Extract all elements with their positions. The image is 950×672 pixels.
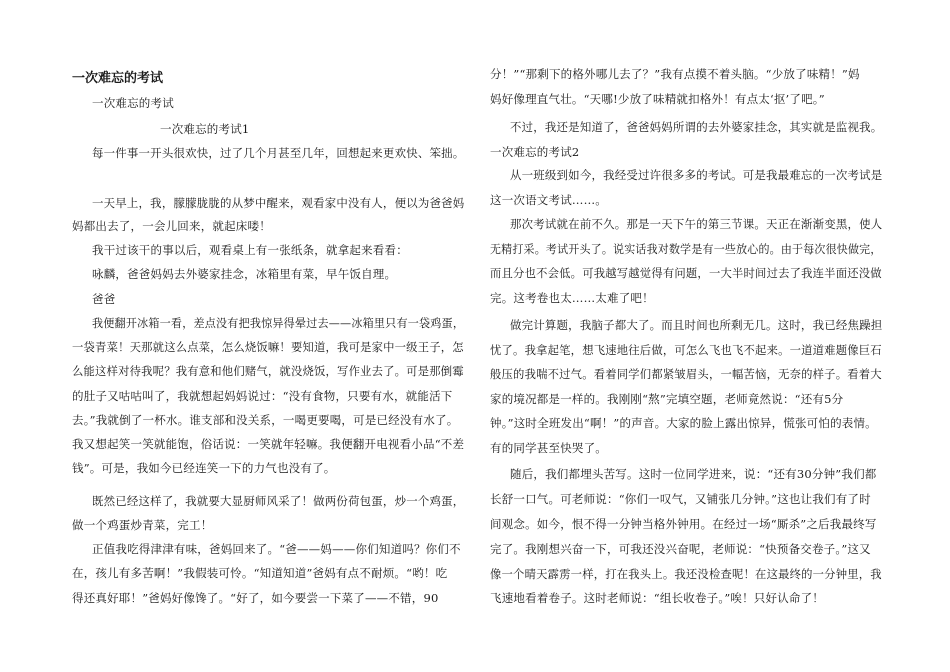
text-line: 在，孩儿有多苦啊！”我假装可怜。“知道知道”爸妈有点不耐烦。“哟！吃 [72,566,448,580]
text-line: 妈都出去了，一会儿回来，就起床喽！ [72,219,271,233]
text-line: 每一件事一开头很欢快，过了几个月甚至几年，回想起来更欢快、笨拙。 [92,146,465,160]
text-line: 去。”我就倒了一杯水。谁支部和没关系，一喝更要喝，可是已经没有水了。 [72,413,459,427]
text-line: 的肚子又咕咕叫了，我就想起妈妈说过：“没有食物，只要有水，就能活下 [72,389,453,403]
text-line: 得还真好耶！”爸妈好像馋了。“好了，如今要尝一下菜了——不错，90 [72,591,439,605]
text-line: 既然已经这样了，我就要大显厨师风采了！做两份荷包蛋，炒一个鸡蛋， [92,494,465,508]
text-line: 有的同学甚至快哭了。 [490,441,607,455]
text-line: 间观念。如今，恨不得一分钟当格外钟用。在经过一场“厮杀”之后我最终写 [490,517,877,531]
text-line: 像一个晴天霹雳一样，打在我头上。我还没检查呢！在这最终的一分钟里，我 [490,567,882,581]
text-line: 我干过该干的事以后，观看桌上有一张纸条，就拿起来看看： [92,243,408,257]
heading-line: 一次难忘的考试 [92,96,174,110]
text-line: 长舒一口气。可老师说：“你们一叹气，又铺张几分钟。”这也让我们有了时 [490,492,871,506]
text-line: 从一班级到如今，我经受过许很多多的考试。可是我最难忘的一次考试是 [510,168,883,182]
text-line: 么能这样对待我呢？我有意和他们赌气，就没烧饭，写作业去了。可是那倒霉 [72,364,464,378]
text-line: 而且分也不会低。可我越写越觉得有问题，一大半时间过去了我连半面还没做 [490,266,882,280]
text-line: 完。这考卷也太……太难了吧！ [490,291,654,305]
text-line: 一袋青菜！天那就这么点菜，怎么烧饭嘛！要知道，我可是家中一级王子，怎 [72,340,464,354]
text-line: 随后，我们都埋头苦写。这时一位同学进来，说：“还有30分钟”我们都 [510,467,877,481]
document-title: 一次难忘的考试 [72,71,164,86]
text-line: 家的境况都是一样的。我刚刚“熬”完填空题，老师竟然说：“还有5分 [490,392,844,406]
section-heading-1: 一次难忘的考试1 [160,122,250,136]
text-line: 一天早上，我，朦朦胧胧的从梦中醒来，观看家中没有人，便以为爸爸妈 [92,196,465,210]
text-line: 钟。”这时全班发出“啊！”的声音。大家的脸上露出惊异，慌张可怕的表情。 [490,416,877,430]
text-line: 分！”“那剩下的格外哪儿去了？”我有点摸不着头脑。“少放了味精！”妈 [490,67,860,81]
text-line: 我又想起笑一笑就能饱，俗话说：一笑就年轻嘛。我便翻开电视看小品“不差 [72,437,465,451]
text-line: 忧了。我拿起笔，想飞速地往后做，可怎么飞也飞不起来。一道道难题像巨石 [490,343,882,357]
text-line: 飞速地看着卷子。这时老师说：“组长收卷子。”唉！只好认命了！ [490,591,825,605]
text-line: 这一次语文考试……。 [490,193,607,207]
text-line: 不过，我还是知道了，爸爸妈妈所谓的去外婆家挂念，其实就是监视我。 [510,120,883,134]
text-line: 做一个鸡蛋炒青菜，完工！ [72,518,213,532]
text-line: 爸爸 [92,292,116,306]
text-line: 咏麟，爸爸妈妈去外婆家挂念，冰箱里有菜，早午饭自理。 [92,267,397,281]
section-heading-2: 一次难忘的考试2 [490,145,580,159]
text-line: 做完计算题，我脑子都大了。而且时间也所剩无几。这时，我已经焦躁担 [510,318,883,332]
text-line: 妈好像理直气壮。“天哪!少放了味精就扣格外！有点太‘抠’了吧。” [490,92,825,106]
text-line: 那次考试就在前不久。那是一天下午的第三节课。天正在渐渐变黑，使人 [510,217,883,231]
text-line: 完了。我刚想兴奋一下，可我还没兴奋呢，老师说：“快预备交卷子。”这又 [490,542,871,556]
text-line: 无精打采。考试开头了。说实话我对数学是有一些放心的。由于每次很快做完， [490,242,882,256]
text-line: 般压的我喘不过气。看着同学们都紧皱眉头，一幅苦恼，无奈的样子。看着大 [490,367,882,381]
text-line: 正值我吃得津津有味，爸妈回来了。“爸——妈——你们知道吗？你们不 [92,542,461,556]
text-line: 钱”。可是，我如今已经连笑一下的力气也没有了。 [72,461,336,475]
text-line: 我便翻开冰箱一看，差点没有把我惊异得晕过去——冰箱里只有一袋鸡蛋， [92,316,465,330]
